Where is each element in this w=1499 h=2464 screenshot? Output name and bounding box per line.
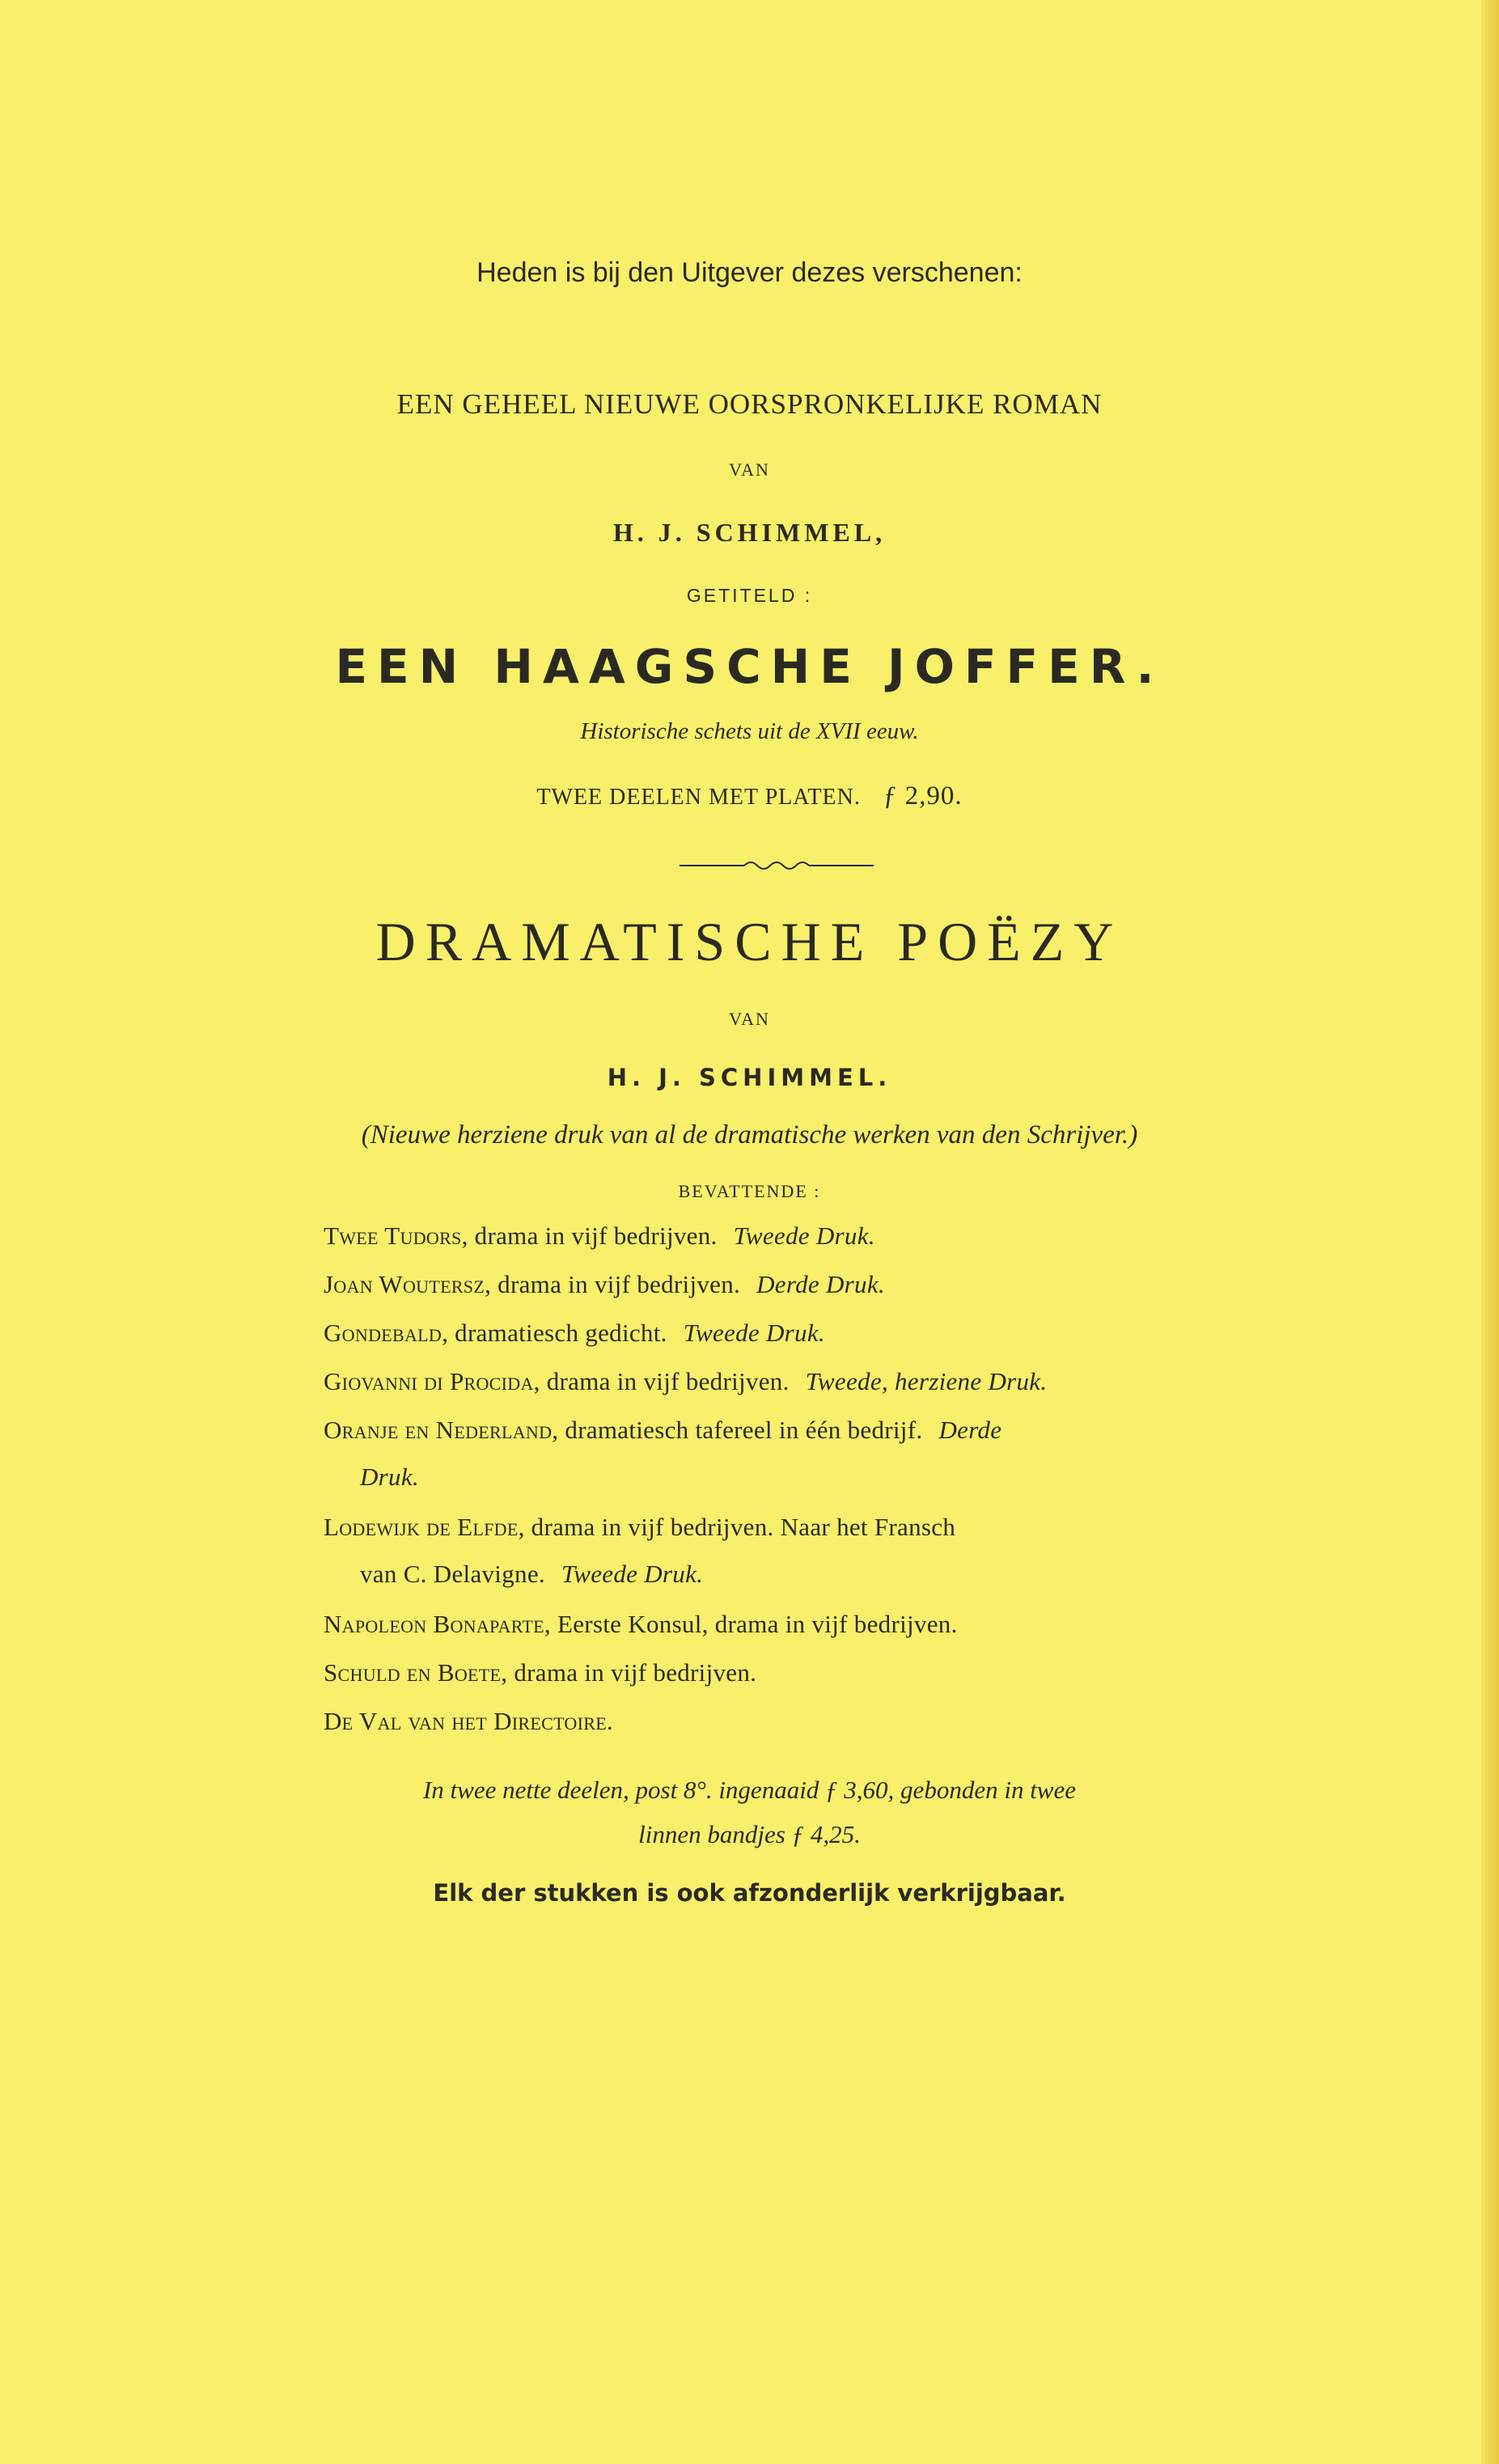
volumes-text: TWEE DEELEN MET PLATEN. [536,785,861,810]
section-van-label: VAN [729,1009,770,1029]
list-item [324,1221,875,1251]
work-title: Napoleon Bonaparte [324,1610,544,1638]
book-title: EEN HAAGSCHE JOFFER. [335,639,1164,694]
volumes-price: ƒ 2,90. [883,781,963,811]
work-title: Schuld en Boete [324,1658,502,1687]
novel-line: EEN GEHEEL NIEUWE OORSPRONKELIJKE ROMAN [396,388,1103,420]
list-item [324,1707,613,1736]
bevattende-label: BEVATTENDE : [678,1181,821,1201]
work-title: Oranje en Nederland [324,1416,553,1444]
work-desc: , drama in vijf bedrijven. [533,1367,790,1395]
work-desc: , dramatiesch tafereel in één bedrijf. [552,1416,923,1444]
work-desc: , drama in vijf bedrijven. Naar het Fransch [518,1513,956,1541]
list-item [324,1367,1047,1396]
ornament-divider [680,857,874,874]
list-item [324,1319,825,1348]
price-line-1: In twee nette deelen, post 8°. ingenaaid ƒ 3,60, gebonden in twee [422,1776,1076,1804]
list-item [324,1658,756,1687]
work-edition: Tweede Druk. [683,1319,825,1347]
list-item [324,1416,1001,1445]
work-desc: , drama in vijf bedrijven. [485,1270,741,1298]
work-edition: Tweede Druk. [561,1560,704,1588]
work-edition: Derde Druk. [756,1270,885,1298]
section-title: DRAMATISCHE POËZY [375,911,1124,972]
work-title: Giovanni di Procida [324,1367,534,1395]
work-title: Gondebald [324,1319,443,1347]
work-title: Joan Woutersz [324,1270,485,1298]
list-item-cont [360,1560,703,1589]
section-author: H. J. SCHIMMEL. [607,1064,892,1091]
list-item [324,1610,958,1639]
getiteld-label: GETITELD : [686,585,813,606]
volumes-line [0,781,1499,811]
work-title: De Val van het Directoire. [324,1707,613,1735]
work-edition: Tweede Druk. [733,1221,875,1250]
work-edition: Tweede, herziene Druk. [805,1367,1048,1395]
work-desc: , dramatiesch gedicht. [442,1319,667,1347]
work-title: Twee Tudors [324,1221,462,1250]
work-title: Lodewijk de Elfde [324,1513,519,1541]
price-line-2: linnen bandjes ƒ 4,25. [638,1820,861,1848]
work-edition: Derde [938,1416,1002,1444]
van-label: VAN [729,459,770,480]
work-desc: , Eerste Konsul, drama in vijf bedrijven. [544,1610,958,1638]
book-subtitle: Historische schets uit de XVII eeuw. [580,718,919,744]
author-name: H. J. SCHIMMEL, [612,518,887,547]
list-item [324,1513,955,1542]
edition-note: (Nieuwe herziene druk van al de dramatische werken van den Schrijver.) [361,1120,1138,1149]
work-edition-cont: Druk. [360,1463,419,1491]
list-item [324,1270,885,1299]
work-desc: , drama in vijf bedrijven. [501,1658,757,1687]
work-desc: , drama in vijf bedrijven. [461,1221,718,1250]
announcement: Heden is bij den Uitgever dezes verschenen: [476,257,1023,288]
work-desc-cont: van C. Delavigne. [360,1560,545,1588]
availability-note: Elk der stukken is ook afzonderlijk verkrijgbaar. [433,1879,1066,1907]
